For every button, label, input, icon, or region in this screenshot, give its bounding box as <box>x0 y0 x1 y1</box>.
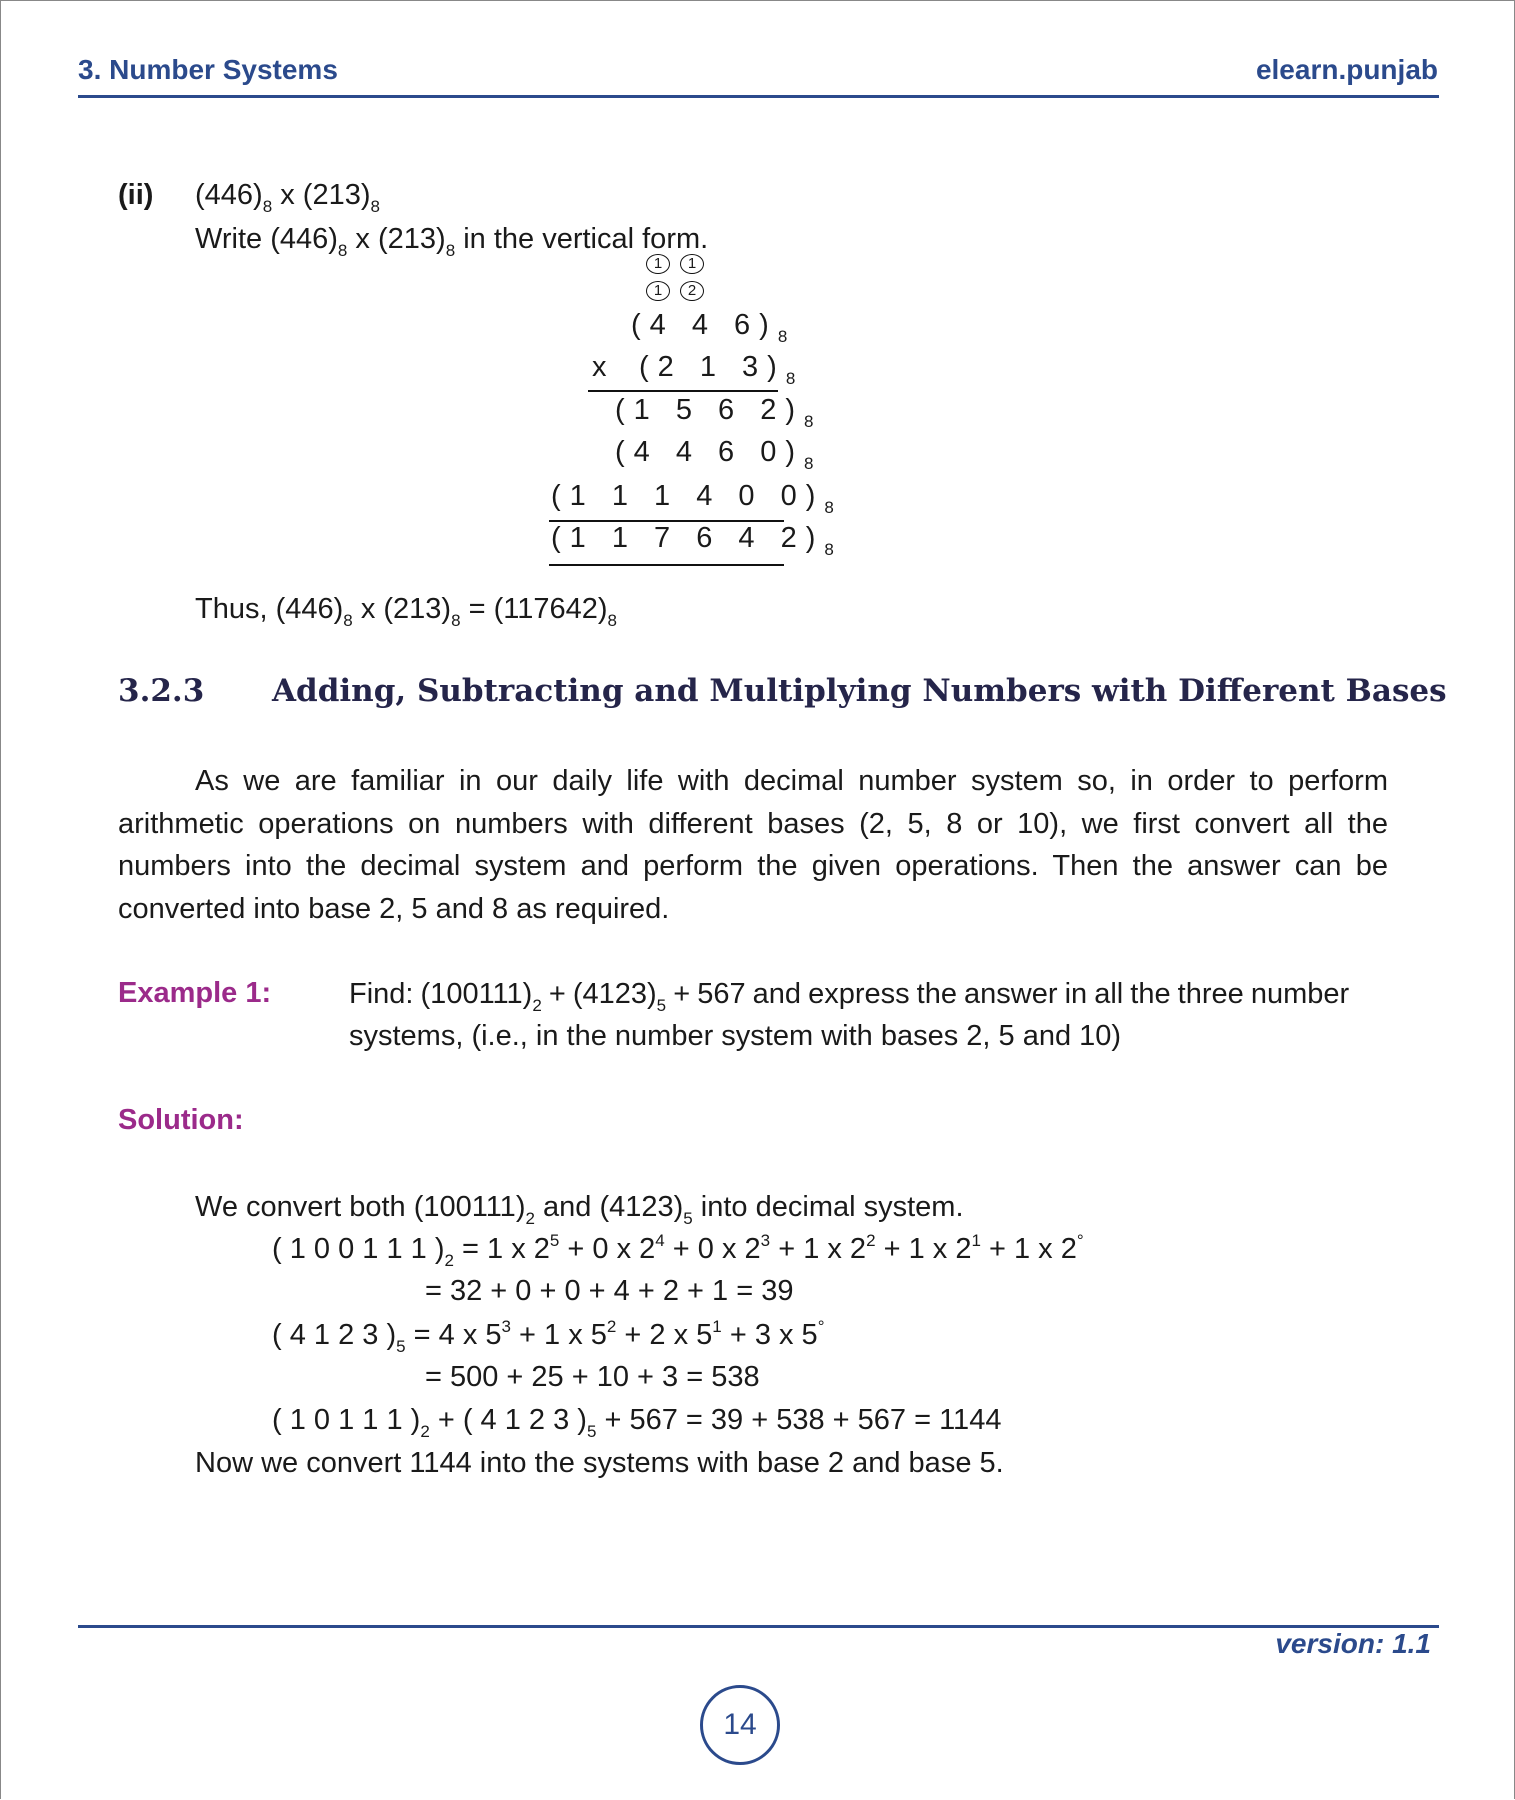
intro-paragraph: As we are familiar in our daily life with decimal number system so, in order to perform arithmetic operations on numbers with different bases (2, 5, 8 or 10), we first convert all the numbers into the decimal system and perform the given operations. Then the answer can be converted into base 2, 5 and 8 as required. <box>118 765 1388 925</box>
equation-1-result: = 32 + 0 + 0 + 4 + 2 + 1 = 39 <box>425 1275 794 1307</box>
equation-2-result: = 500 + 25 + 10 + 3 = 538 <box>425 1361 760 1393</box>
rule-line <box>588 390 778 392</box>
example-label: Example 1: <box>118 977 272 1009</box>
equation-2: ( 4 1 2 3 )$_5 = 4$ x $5^3 + 1$ x $5^2 + 2$ x $5^1 + 3$ x 5° <box>272 1317 825 1356</box>
product: (1 1 7 6 4 $2)_8$ <box>551 522 843 559</box>
section-title: Adding, Subtracting and Multiplying Numbers with Different Bases <box>272 673 1447 709</box>
version-label: version: 1.1 <box>1275 1628 1431 1659</box>
conclusion: Thus, $(446)_8$ x $(213)_8 = (117642)_8$ <box>195 593 618 630</box>
equation-3: ( 1 0 1 1 1 )$_2$ + ( 4 1 2 3 )$_5 + 567 = 39 + 538 + 567 = 1144$ <box>272 1404 1002 1441</box>
footer-rule <box>78 1625 1439 1628</box>
example-line-2: systems, (i.e., in the number system with bases 2, 5 and 10) <box>349 1020 1122 1052</box>
multiplicand: (4 4 $6)_8$ <box>631 309 797 346</box>
part-problem: $(446)_8$ x $(213)_8$ <box>195 179 380 216</box>
carry-row-2: 1 2 <box>646 281 714 301</box>
part-label: (ii) <box>118 179 154 211</box>
rule-line <box>549 564 784 566</box>
solution-intro: We convert both $(100111)_2$ and $(4123)_5$ into decimal system. <box>195 1191 964 1228</box>
brand: elearn.punjab <box>1255 54 1438 85</box>
example-line-1: Find: $(100111)_2 + (4123)_5 + 567$ and express the answer in all the three number <box>349 978 1350 1015</box>
multiply-sign: x <box>592 351 607 383</box>
carry-row-1: 1 1 <box>646 254 714 274</box>
equation-1: ( 1 0 0 1 1 1 )$_2 = 1$ x $2^5 + 0$ x $2^4 + 0$ x $2^3 + 1$ x $2^2 + 1$ x $2^1 + 1$ x 2° <box>272 1231 1084 1270</box>
page-number: 14 <box>700 1685 780 1765</box>
partial-product-2: (4 4 6 $0)_8$ <box>615 436 823 473</box>
chapter-title: 3. Number Systems <box>78 54 338 85</box>
instruction: Write $(446)_8$ x $(213)_8$ in the vertical form. <box>195 223 709 260</box>
partial-product-3: (1 1 1 4 0 $0)_8$ <box>551 480 843 517</box>
section-number: 3.2.3 <box>118 673 205 709</box>
header-rule <box>78 95 1439 98</box>
multiplier: (2 1 $3)_8$ <box>639 351 805 388</box>
partial-product-1: (1 5 6 $2)_8$ <box>615 394 823 431</box>
solution-label: Solution: <box>118 1104 244 1136</box>
solution-outro: Now we convert 1144 into the systems with base 2 and base 5. <box>195 1447 1004 1479</box>
